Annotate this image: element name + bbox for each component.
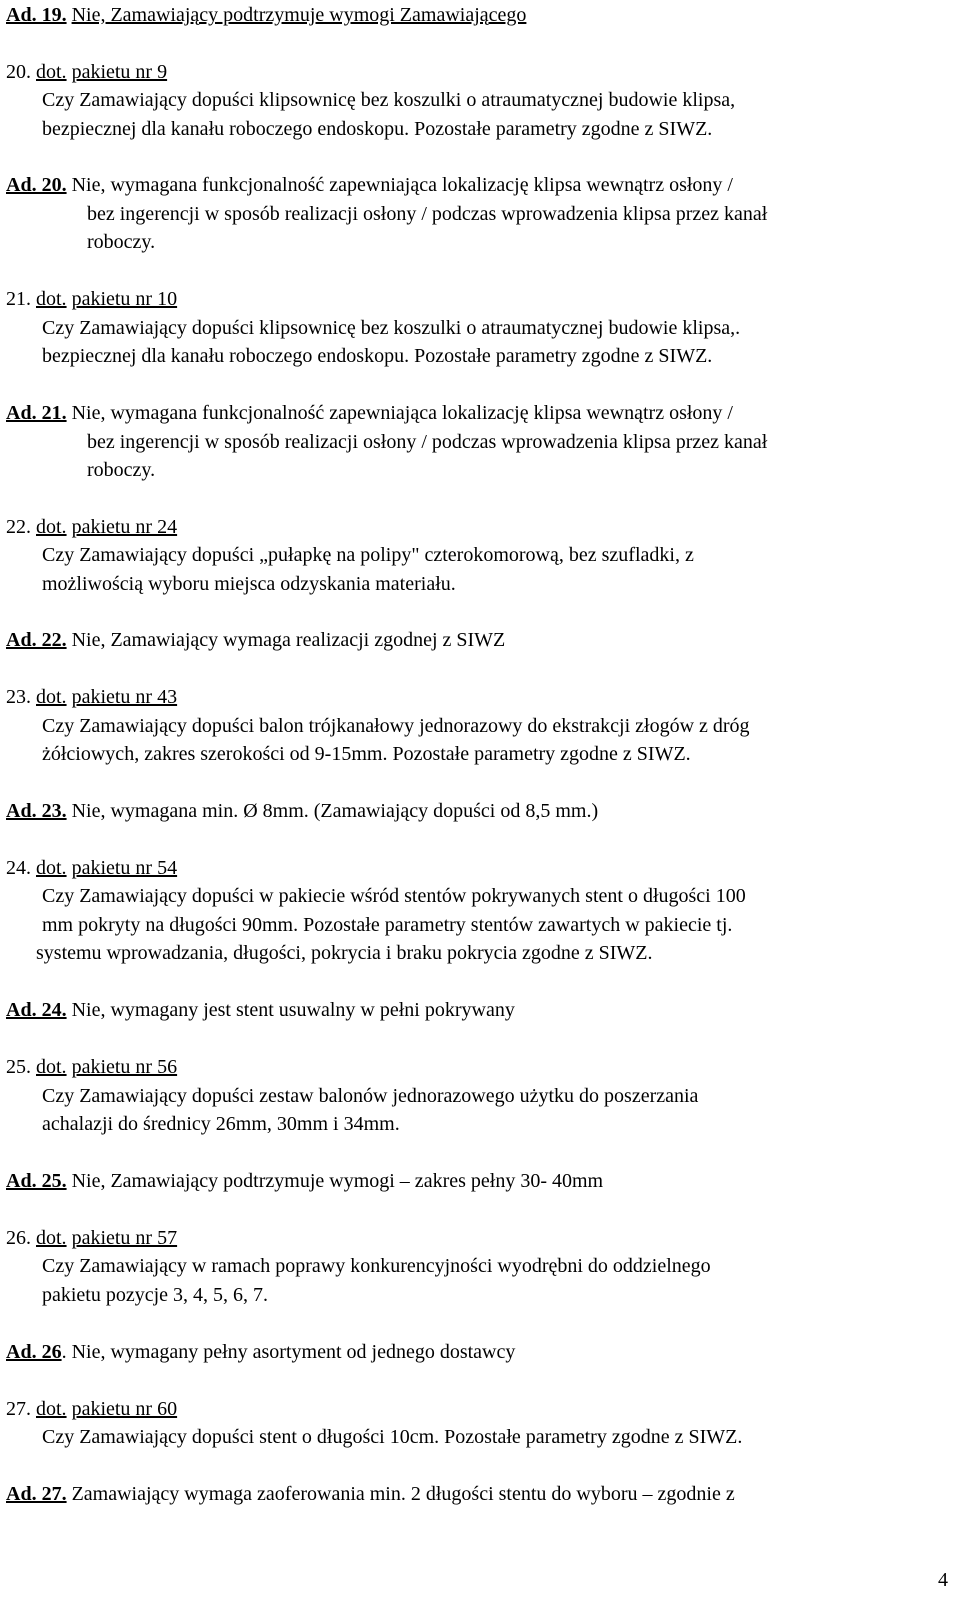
answer-label: Ad. 25. (6, 1170, 67, 1192)
question-text-line: Czy Zamawiający dopuści w pakiecie wśród stentów pokrywanych stent o długości 100 (42, 885, 746, 907)
question-text-line: Czy Zamawiający dopuści balon trójkanałowy jednorazowy do ekstrakcji złogów z dróg (42, 715, 750, 737)
question-pakiet: pakietu nr 9 (71, 61, 168, 83)
question-number: 20. (6, 61, 31, 83)
answer-label: Ad. 19. (6, 4, 67, 26)
answer-label: Ad. 21. (6, 402, 67, 424)
answer-line (6, 627, 505, 653)
question-dot: dot. (36, 1056, 67, 1078)
question-text-line: bezpiecznej dla kanału roboczego endoskopu. Pozostałe parametry zgodne z SIWZ. (42, 118, 713, 140)
answer-text-line: bez ingerencji w sposób realizacji osłony / podczas wprowadzenia klipsa przez kanał (87, 203, 768, 225)
question-header (6, 59, 167, 85)
question-dot: dot. (36, 1227, 67, 1249)
answer-text: Nie, wymagany jest stent usuwalny w pełni pokrywany (71, 999, 515, 1021)
question-dot: dot. (36, 1398, 67, 1420)
answer-line (6, 172, 733, 198)
question-header (6, 855, 177, 881)
question-number: 23. (6, 686, 31, 708)
answer-line (6, 1168, 603, 1194)
question-number: 22. (6, 516, 31, 538)
question-text-line: żółciowych, zakres szerokości od 9-15mm. Pozostałe parametry zgodne z SIWZ. (42, 743, 691, 765)
question-text-line: Czy Zamawiający dopuści „pułapkę na polipy" czterokomorową, bez szufladki, z (42, 544, 694, 566)
question-text-line: achalazji do średnicy 26mm, 30mm i 34mm. (42, 1113, 400, 1135)
question-number: 24. (6, 857, 31, 879)
answer-label: Ad. 26 (6, 1341, 62, 1363)
answer-line (6, 798, 598, 824)
question-dot: dot. (36, 686, 67, 708)
answer-label: Ad. 20. (6, 174, 67, 196)
answer-line (6, 400, 733, 426)
question-number: 25. (6, 1056, 31, 1078)
answer-label: Ad. 24. (6, 999, 67, 1021)
answer-text: Zamawiający wymaga zaoferowania min. 2 długości stentu do wyboru – zgodnie z (71, 1483, 735, 1505)
question-number: 27. (6, 1398, 31, 1420)
question-dot: dot. (36, 516, 67, 538)
question-header (6, 1054, 177, 1080)
question-text-line: Czy Zamawiający dopuści klipsownicę bez koszulki o atraumatycznej budowie klipsa,. (42, 317, 741, 339)
question-dot: dot. (36, 288, 67, 310)
answer-text: Nie, wymagana funkcjonalność zapewniająca lokalizację klipsa wewnątrz osłony / (71, 174, 733, 196)
question-pakiet: pakietu nr 56 (71, 1056, 178, 1078)
question-header (6, 286, 177, 312)
question-text-line: mm pokryty na długości 90mm. Pozostałe parametry stentów zawartych w pakiecie tj. (42, 914, 733, 936)
question-pakiet: pakietu nr 24 (71, 516, 178, 538)
answer-label: Ad. 23. (6, 800, 67, 822)
question-header (6, 684, 177, 710)
page-number: 4 (938, 1569, 948, 1591)
question-text-line: bezpiecznej dla kanału roboczego endoskopu. Pozostałe parametry zgodne z SIWZ. (42, 345, 713, 367)
question-header (6, 1225, 177, 1251)
question-dot: dot. (36, 61, 67, 83)
question-pakiet: pakietu nr 60 (71, 1398, 178, 1420)
question-header (6, 1396, 177, 1422)
question-text-line: Czy Zamawiający dopuści klipsownicę bez koszulki o atraumatycznej budowie klipsa, (42, 89, 736, 111)
question-pakiet: pakietu nr 57 (71, 1227, 178, 1249)
answer-label: Ad. 27. (6, 1483, 67, 1505)
answer-text: Nie, Zamawiający wymaga realizacji zgodnej z SIWZ (71, 629, 506, 651)
question-text-line: Czy Zamawiający dopuści stent o długości 10cm. Pozostałe parametry zgodne z SIWZ. (42, 1426, 743, 1448)
answer-text-line: bez ingerencji w sposób realizacji osłony / podczas wprowadzenia klipsa przez kanał (87, 431, 768, 453)
question-text-line: pakietu pozycje 3, 4, 5, 6, 7. (42, 1284, 269, 1306)
question-text-line: Czy Zamawiający dopuści zestaw balonów jednorazowego użytku do poszerzania (42, 1085, 699, 1107)
answer-text-line: roboczy. (87, 459, 156, 481)
question-dot: dot. (36, 857, 67, 879)
question-pakiet: pakietu nr 54 (71, 857, 178, 879)
answer-text: . Nie, wymagany pełny asortyment od jednego dostawcy (61, 1341, 516, 1363)
question-text-line: możliwością wyboru miejsca odzyskania materiału. (42, 573, 456, 595)
question-header (6, 514, 177, 540)
answer-text: Nie, Zamawiający podtrzymuje wymogi Zamawiającego (71, 4, 527, 26)
answer-line (6, 997, 515, 1023)
question-number: 21. (6, 288, 31, 310)
question-text-line: systemu wprowadzania, długości, pokrycia i braku pokrycia zgodne z SIWZ. (36, 942, 653, 964)
answer-text-line: roboczy. (87, 231, 156, 253)
question-number: 26. (6, 1227, 31, 1249)
question-pakiet: pakietu nr 43 (71, 686, 178, 708)
answer-line (6, 2, 526, 28)
answer-label: Ad. 22. (6, 629, 67, 651)
answer-line (6, 1481, 735, 1507)
question-text-line: Czy Zamawiający w ramach poprawy konkurencyjności wyodrębni do oddzielnego (42, 1255, 711, 1277)
answer-line (6, 1339, 515, 1365)
answer-text: Nie, wymagana funkcjonalność zapewniająca lokalizację klipsa wewnątrz osłony / (71, 402, 733, 424)
question-pakiet: pakietu nr 10 (71, 288, 178, 310)
answer-text: Nie, wymagana min. Ø 8mm. (Zamawiający dopuści od 8,5 mm.) (71, 800, 599, 822)
answer-text: Nie, Zamawiający podtrzymuje wymogi – zakres pełny 30- 40mm (71, 1170, 604, 1192)
